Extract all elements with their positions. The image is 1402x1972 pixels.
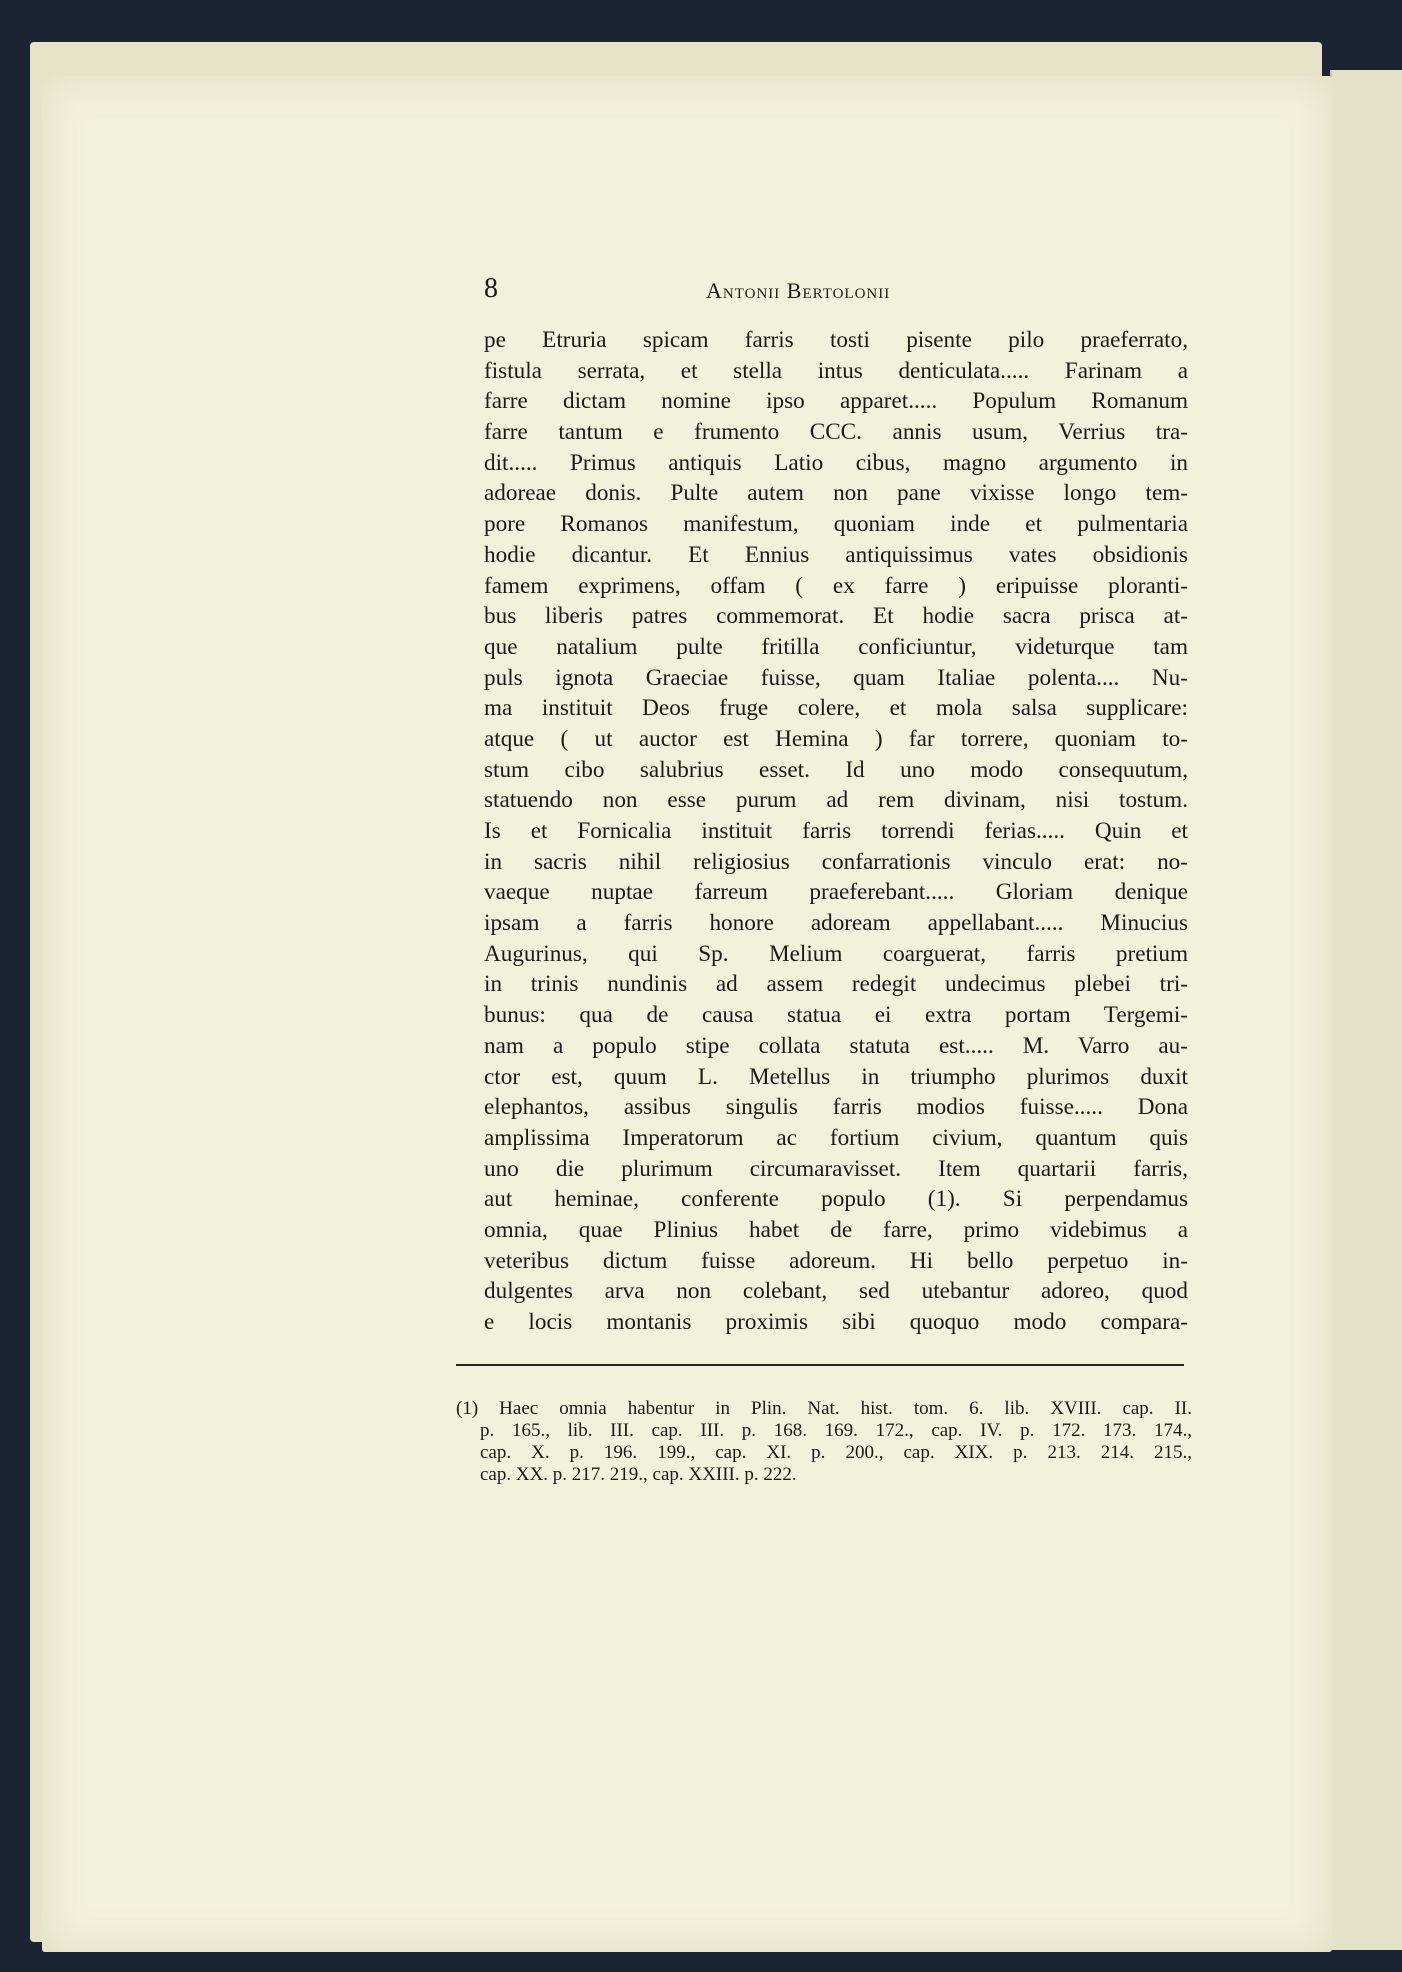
text-line: Is et Fornicalia instituit farris torrendi ferias..... Quin et — [484, 818, 1188, 844]
running-head: Antonii Bertolonii — [706, 278, 891, 303]
footnote-line: (1) Haec omnia habentur in Plin. Nat. hist. tom. 6. lib. XVIII. cap. II. — [456, 1398, 1192, 1419]
footnote-rule — [456, 1364, 1184, 1366]
text-line: nam a populo stipe collata statuta est..... M. Varro au- — [484, 1032, 1188, 1059]
text-line: in trinis nundinis ad assem redegit undecimus plebei tri- — [484, 971, 1188, 998]
text-line: farre dictam nomine ipso apparet..... Populum Romanum — [484, 388, 1188, 415]
text-line: bus liberis patres commemorat. Et hodie sacra prisca at- — [484, 603, 1188, 630]
text-line: famem exprimens, offam ( ex farre ) eripuisse ploranti- — [484, 572, 1188, 599]
text-line: atque ( ut auctor est Hemina ) far torrere, quoniam to- — [484, 725, 1188, 752]
body-text — [484, 325, 1188, 1338]
footnote — [456, 1398, 1192, 1486]
footnote-line: p. 165., lib. III. cap. III. p. 168. 169. 172., cap. IV. p. 172. 173. 174., — [480, 1420, 1192, 1441]
text-line: adoreae donis. Pulte autem non pane vixisse longo tem- — [484, 480, 1188, 507]
text-line: ctor est, quum L. Metellus in triumpho plurimos duxit — [484, 1063, 1188, 1090]
text-line: hodie dicantur. Et Ennius antiquissimus vates obsidionis — [484, 541, 1188, 568]
text-line: omnia, quae Plinius habet de farre, primo videbimus a — [484, 1216, 1188, 1243]
text-line: fistula serrata, et stella intus denticulata..... Farinam a — [484, 357, 1188, 384]
footnote-line: cap. XX. p. 217. 219., cap. XXIII. p. 222. — [480, 1464, 797, 1485]
text-line: uno die plurimum circumaravisset. Item quartarii farris, — [484, 1155, 1188, 1182]
text-line: in sacris nihil religiosius confarrationis vinculo erat: no- — [484, 848, 1188, 875]
text-line: puls ignota Graeciae fuisse, quam Italiae polenta.... Nu- — [484, 664, 1188, 691]
footnote-line: cap. X. p. 196. 199., cap. XI. p. 200., cap. XIX. p. 213. 214. 215., — [480, 1442, 1192, 1463]
text-line: farre tantum e frumento CCC. annis usum, Verrius tra- — [484, 419, 1188, 446]
text-line: bunus: qua de causa statua ei extra portam Tergemi- — [484, 1002, 1188, 1029]
page-number: 8 — [484, 273, 498, 304]
text-line: dulgentes arva non colebant, sed utebantur adoreo, quod — [484, 1278, 1188, 1305]
text-line: ma instituit Deos fruge colere, et mola salsa supplicare: — [484, 695, 1188, 722]
text-line: que natalium pulte fritilla conficiuntur, videturque tam — [484, 633, 1188, 660]
text-line: elephantos, assibus singulis farris modios fuisse..... Dona — [484, 1094, 1188, 1121]
text-line: vaeque nuptae farreum praeferebant..... Gloriam denique — [484, 879, 1188, 906]
text-line: stum cibo salubrius esset. Id uno modo consequutum, — [484, 756, 1188, 783]
text-line: Augurinus, qui Sp. Melium coarguerat, farris pretium — [484, 940, 1188, 967]
text-line: veteribus dictum fuisse adoreum. Hi bello perpetuo in- — [484, 1247, 1188, 1274]
text-line: statuendo non esse purum ad rem divinam, nisi tostum. — [484, 787, 1188, 814]
facing-page-edge — [1330, 70, 1402, 1950]
text-line: ipsam a farris honore adoream appellabant..... Minucius — [484, 910, 1188, 937]
text-line: pe Etruria spicam farris tosti pisente pilo praeferrato, — [484, 327, 1188, 353]
text-line: e locis montanis proximis sibi quoquo modo compara- — [484, 1309, 1188, 1335]
page-header — [484, 274, 1186, 314]
text-line: dit..... Primus antiquis Latio cibus, magno argumento in — [484, 449, 1188, 476]
text-line: pore Romanos manifestum, quoniam inde et pulmentaria — [484, 511, 1188, 538]
text-line: aut heminae, conferente populo (1). Si perpendamus — [484, 1186, 1188, 1213]
text-line: amplissima Imperatorum ac fortium civium, quantum quis — [484, 1124, 1188, 1151]
